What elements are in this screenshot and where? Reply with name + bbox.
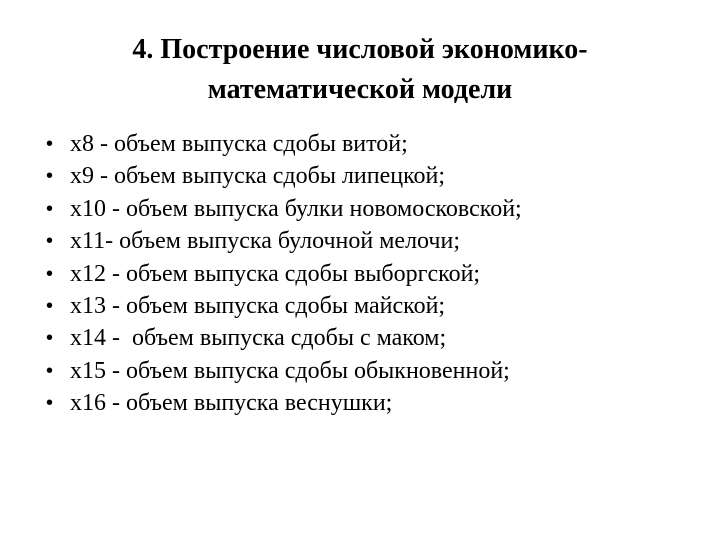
bullet-icon: • <box>46 359 54 382</box>
bullet-icon: • <box>46 165 54 188</box>
slide-title <box>60 30 660 110</box>
list-item-text: x11- объем выпуска булочной мелочи; <box>70 228 460 255</box>
bullet-icon: • <box>46 262 54 285</box>
list-item <box>46 193 522 225</box>
list-item-text: x14 - объем выпуска сдобы с маком; <box>70 325 447 352</box>
bullet-icon: • <box>46 197 54 220</box>
list-item-text: x8 - объем выпуска сдобы витой; <box>70 131 408 157</box>
bullet-icon: • <box>46 133 54 155</box>
list-item <box>46 387 522 419</box>
list-item <box>46 322 522 354</box>
list-item <box>46 160 522 192</box>
list-item <box>46 258 522 290</box>
list-item <box>46 355 522 387</box>
slide-title-line-1: 4. Построение числовой экономико- <box>132 34 588 65</box>
list-item <box>46 225 522 257</box>
list-item <box>46 128 522 160</box>
list-item <box>46 290 522 322</box>
list-item-text: x15 - объем выпуска сдобы обыкновенной; <box>70 357 510 384</box>
bullet-list <box>46 128 522 420</box>
bullet-icon: • <box>46 392 54 415</box>
list-item-text: x9 - объем выпуска сдобы липецкой; <box>70 163 446 190</box>
bullet-icon: • <box>46 295 54 318</box>
bullet-icon: • <box>46 230 54 253</box>
list-item-text: x12 - объем выпуска сдобы выборгской; <box>70 260 481 287</box>
bullet-icon: • <box>46 327 54 350</box>
slide-title-line-2: математической модели <box>207 74 513 105</box>
list-item-text: x10 - объем выпуска булки новомосковской; <box>70 195 522 222</box>
list-item-text: x16 - объем выпуска веснушки; <box>70 390 393 417</box>
list-item-text: x13 - объем выпуска сдобы майской; <box>70 293 446 320</box>
